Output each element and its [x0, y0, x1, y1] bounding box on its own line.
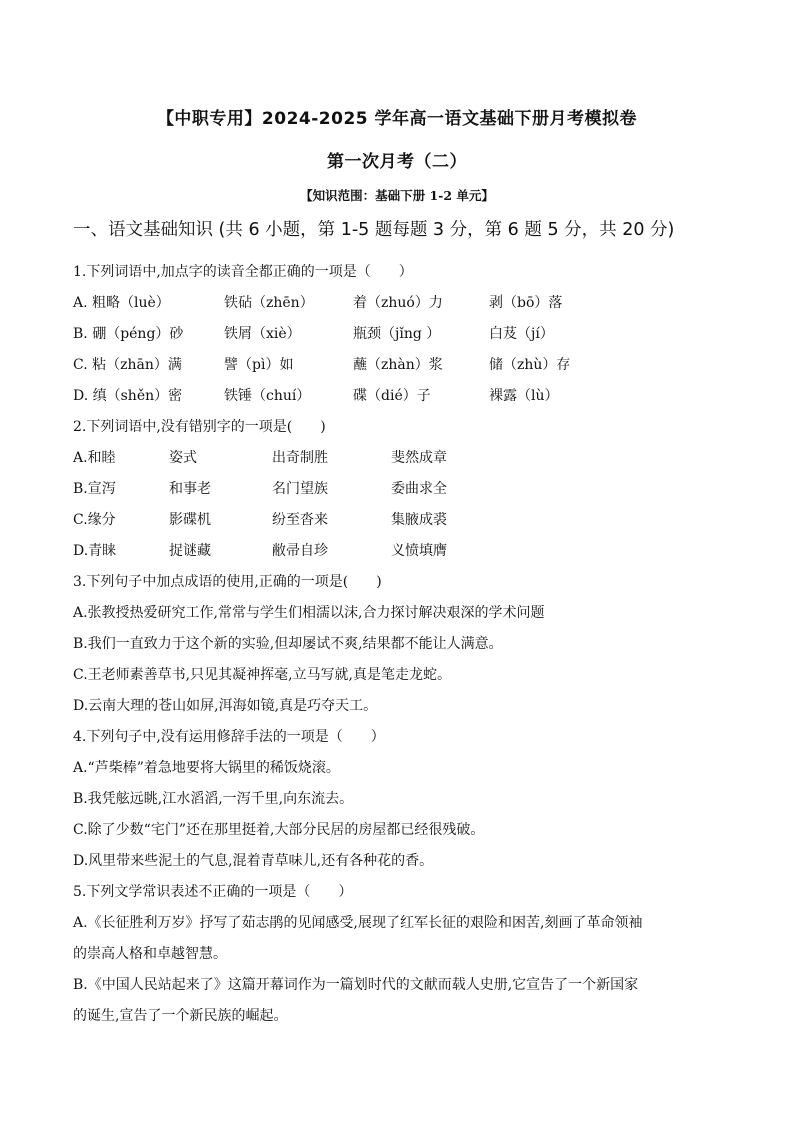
option-cell: 出奇制胜 [272, 450, 328, 466]
question-3-option-a: A.张教授热爱研究工作,常常与学生们相濡以沫,合力探讨解决艰深的学术问题 [73, 605, 545, 621]
question-3-option-c: C.王老师素善草书,只见其凝神挥毫,立马写就,真是笔走龙蛇。 [73, 667, 452, 683]
option-cell: 和事老 [169, 481, 211, 497]
question-2-option-d [73, 540, 713, 560]
question-1-stem: 1.下列词语中,加点字的读音全都正确的一项是（ ） [73, 264, 413, 280]
exam-title: 【中职专用】2024-2025 学年高一语文基础下册月考模拟卷 [156, 109, 638, 129]
option-cell: 瓶颈（jǐng ） [353, 326, 441, 342]
question-4-option-c: C.除了少数“宅门”还在那里挺着,大部分民居的房屋都已经很残破。 [73, 822, 485, 838]
option-cell: D. 缜（shěn）密 [73, 388, 183, 404]
question-4-option-a: A.“芦柴棒”着急地要将大锅里的稀饭烧滚。 [73, 760, 340, 776]
option-cell: A.和睦 [73, 450, 116, 466]
question-1-option-c [73, 354, 713, 374]
option-cell: 铁屑（xiè） [224, 326, 301, 342]
option-cell: 铁砧（zhēn） [224, 295, 314, 311]
option-cell: 碟（dié）子 [353, 388, 431, 404]
option-cell: 纷至沓来 [272, 512, 328, 528]
exam-subtitle: 第一次月考（二） [327, 152, 467, 172]
question-5-stem: 5.下列文学常识表述不正确的一项是（ ） [73, 884, 353, 900]
option-cell: B. 硼（péng）砂 [73, 326, 184, 342]
section-heading: 一、语文基础知识 (共 6 小题，第 1-5 题每题 3 分，第 6 题 5 分，共 20 分) [73, 220, 675, 240]
option-cell: D.青睐 [73, 543, 117, 559]
option-cell: 委曲求全 [391, 481, 447, 497]
question-4-option-b: B.我凭舷远眺,江水滔滔,一泻千里,向东流去。 [73, 791, 354, 807]
option-cell: 斐然成章 [391, 450, 447, 466]
question-5-line-b2: 的诞生,宣告了一个新民族的崛起。 [73, 1008, 288, 1024]
question-2-option-b [73, 478, 713, 498]
option-cell: 义愤填膺 [391, 543, 447, 559]
option-cell: B.宣泻 [73, 481, 116, 497]
question-5-line-b1: B.《中国人民站起来了》这篇开幕词作为一篇划时代的文献而载人史册,它宣告了一个新国家 [73, 977, 639, 993]
option-cell: 捉谜藏 [169, 543, 211, 559]
option-cell: 譬（pì）如 [224, 357, 294, 373]
option-cell: C. 粘（zhān）满 [73, 357, 182, 373]
knowledge-scope: 【知识范围：基础下册 1-2 单元】 [300, 188, 494, 203]
question-1-option-a [73, 292, 713, 312]
option-cell: 剥（bō）落 [489, 295, 563, 311]
option-cell: 白芨（jí） [489, 326, 554, 342]
question-2-option-a [73, 447, 713, 467]
question-5-line-a2: 的崇高人格和卓越智慧。 [73, 946, 227, 962]
option-cell: 敝帚自珍 [272, 543, 328, 559]
option-cell: 蘸（zhàn）浆 [353, 357, 443, 373]
question-2-option-c [73, 509, 713, 529]
option-cell: 影碟机 [169, 512, 211, 528]
option-cell: A. 粗略（luè） [73, 295, 170, 311]
question-4-stem: 4.下列句子中,没有运用修辞手法的一项是（ ） [73, 729, 385, 745]
option-cell: 着（zhuó）力 [353, 295, 443, 311]
option-cell: 集腋成裘 [391, 512, 447, 528]
question-2-stem: 2.下列词语中,没有错别字的一项是( ) [73, 419, 326, 435]
option-cell: 裸露（lù） [489, 388, 559, 404]
question-3-stem: 3.下列句子中加点成语的使用,正确的一项是( ) [73, 574, 382, 590]
question-4-option-d: D.风里带来些泥土的气息,混着青草味儿,还有各种花的香。 [73, 853, 434, 869]
question-3-option-b: B.我们一直致力于这个新的实验,但却屡试不爽,结果都不能让人满意。 [73, 636, 503, 652]
question-3-option-d: D.云南大理的苍山如屏,洱海如镜,真是巧夺天工。 [73, 698, 378, 714]
option-cell: 储（zhù）存 [489, 357, 571, 373]
option-cell: 名门望族 [272, 481, 328, 497]
question-5-line-a1: A.《长征胜利万岁》抒写了茹志鹃的见闻感受,展现了红军长征的艰险和困苦,刻画了革命领袖 [73, 915, 643, 931]
option-cell: C.缘分 [73, 512, 116, 528]
option-cell: 铁锤（chuí） [224, 388, 311, 404]
question-1-option-b [73, 323, 713, 343]
option-cell: 姿式 [169, 450, 197, 466]
question-1-option-d [73, 385, 713, 405]
